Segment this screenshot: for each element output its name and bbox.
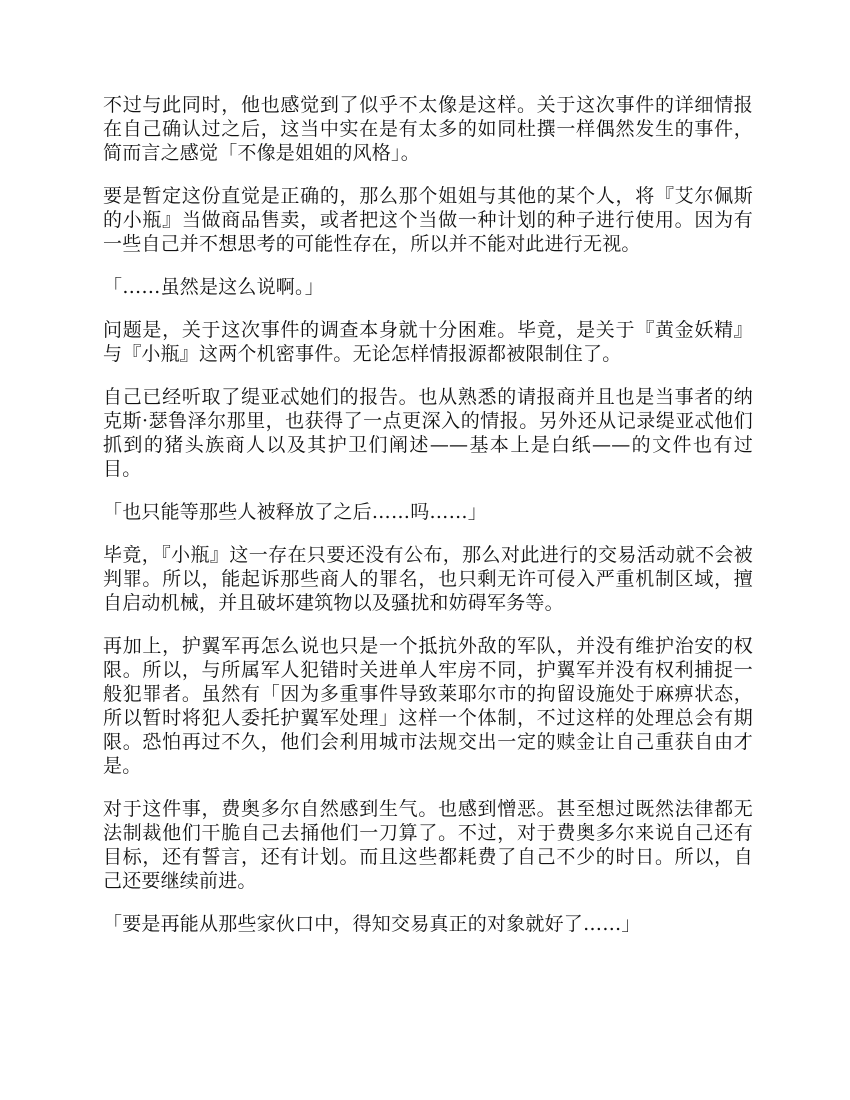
paragraph-2: 要是暂定这份直觉是正确的，那么那个姐姐与其他的某个人，将『艾尔佩斯的小瓶』当做商品售卖，或者把这个当做一种计划的种子进行使用。因为有一些自己并不想思考的可能性存在，所以并不能对此进行无视。 — [103, 185, 753, 255]
paragraph-3: 「……虽然是这么说啊。」 — [103, 276, 324, 298]
paragraph-7: 毕竟，『小瓶』这一存在只要还没有公布，那么对此进行的交易活动就不会被判罪。所以，能起诉那些商人的罪名，也只剩无许可侵入严重机制区域，擅自启动机械，并且破坏建筑物以及骚扰和妨碍军务等。 — [103, 544, 753, 614]
paragraph-8: 再加上，护翼军再怎么说也只是一个抵抗外敌的军队，并没有维护治安的权限。所以，与所属军人犯错时关进单人牢房不同，护翼军并没有权利捕捉一般犯罪者。虽然有「因为多重事件导致莱耶尔市的拘留设施处于麻痹状态，所以暂时将犯人委托护翼军处理」这样一个体制，不过这样的处理总会有期限。恐怕再过不久，他们会利用城市法规交出一定的赎金让自己重获自由才是。 — [103, 635, 753, 777]
paragraph-9: 对于这件事，费奥多尔自然感到生气。也感到憎恶。甚至想过既然法律都无法制裁他们干脆自己去捅他们一刀算了。不过，对于费奥多尔来说自己还有目标，还有誓言，还有计划。而且这些都耗费了自己不少的时日。所以，自己还要继续前进。 — [103, 798, 753, 892]
document-page — [103, 93, 753, 955]
paragraph-1: 不过与此同时，他也感觉到了似乎不太像是这样。关于这次事件的详细情报在自己确认过之后，这当中实在是有太多的如同杜撰一样偶然发生的事件，简而言之感觉「不像是姐姐的风格」。 — [103, 94, 753, 164]
paragraph-4: 问题是，关于这次事件的调查本身就十分困难。毕竟，是关于『黄金妖精』与『小瓶』这两个机密事件。无论怎样情报源都被限制住了。 — [103, 319, 753, 365]
paragraph-10: 「要是再能从那些家伙口中，得知交易真正的对象就好了……」 — [103, 913, 641, 935]
paragraph-5: 自己已经听取了缇亚忒她们的报告。也从熟悉的请报商并且也是当事者的纳克斯·瑟鲁泽尔那里，也获得了一点更深入的情报。另外还从记录缇亚忒他们抓到的猪头族商人以及其护卫们阐述——基本上是白纸——的文件也有过目。 — [103, 386, 753, 480]
paragraph-6: 「也只能等那些人被释放了之后……吗……」 — [103, 501, 488, 523]
